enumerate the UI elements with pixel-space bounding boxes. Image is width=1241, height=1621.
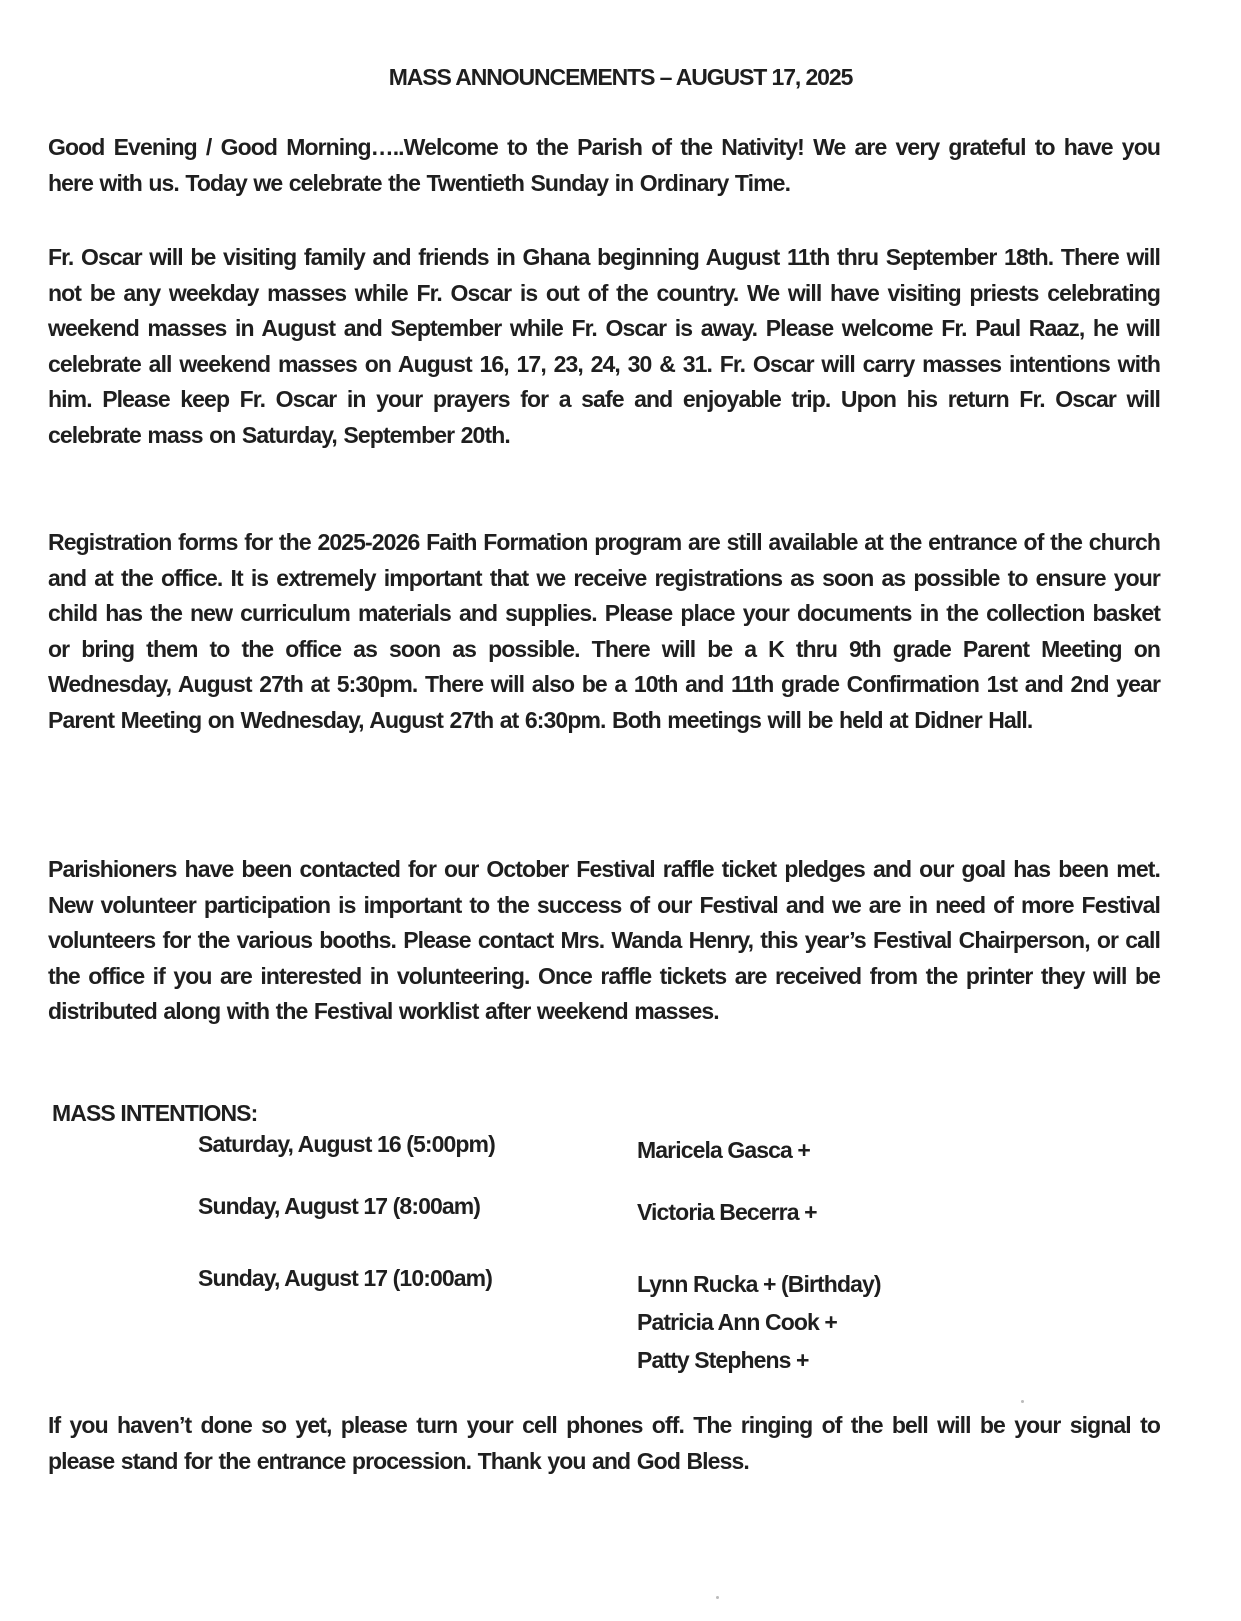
faith-formation-paragraph: Registration forms for the 2025-2026 Faith Formation program are still available at the entrance of the church and at the office. It is extremely important that we receive registrations as soon as possible to ensure your child has the new curriculum materials and supplies. Please place your documents in the collection basket or bring them to the office as soon as possible. There will be a K thru 9th grade Parent Meeting on Wednesday, August 27th at 5:30pm. There will also be a 10th and 11th grade Confirmation 1st and 2nd year Parent Meeting on Wednesday, August 27th at 6:30pm. Both meetings will be held at Didner Hall. — [48, 529, 1160, 733]
welcome-paragraph: Good Evening / Good Morning…..Welcome to the Parish of the Nativity! We are very grateful to have you here with us. Today we celebrate the Twentieth Sunday in Ordinary Time. — [48, 134, 1160, 196]
closing-paragraph: If you haven’t done so yet, please turn your cell phones off. The ringing of the bell will be your signal to please stand for the entrance procession. Thank you and God Bless. — [48, 1412, 1160, 1474]
intention-name: Patty Stephens + — [637, 1347, 809, 1373]
mass-intention-date: Saturday, August 16 (5:00pm) — [198, 1131, 495, 1157]
scan-speck — [716, 1596, 719, 1599]
intention-name: Patricia Ann Cook + — [637, 1309, 837, 1335]
intention-name: Lynn Rucka + (Birthday) — [637, 1271, 881, 1297]
intention-name: Victoria Becerra + — [637, 1199, 817, 1225]
page-title: MASS ANNOUNCEMENTS – AUGUST 17, 2025 — [388, 64, 853, 90]
mass-intention-names — [637, 1193, 817, 1231]
mass-intention-date: Sunday, August 17 (8:00am) — [198, 1193, 481, 1219]
mass-intention-names — [637, 1265, 881, 1379]
mass-intentions-heading: MASS INTENTIONS: — [52, 1100, 258, 1126]
intention-name: Maricela Gasca + — [637, 1137, 810, 1163]
mass-intention-names — [637, 1131, 810, 1169]
scan-speck — [1021, 1400, 1024, 1403]
festival-paragraph: Parishioners have been contacted for our October Festival raffle ticket pledges and our goal has been met. New volunteer participation is important to the success of our Festival and we are in need of more Festival volunteers for the various booths. Please contact Mrs. Wanda Henry, this year’s Festival Chairperson, or call the office if you are interested in volunteering. Once raffle tickets are received from the printer they will be distributed along with the Festival worklist after weekend masses. — [48, 856, 1160, 1024]
mass-intention-date: Sunday, August 17 (10:00am) — [198, 1265, 492, 1291]
fr-oscar-travel-paragraph: Fr. Oscar will be visiting family and friends in Ghana beginning August 11th thru September 18th. There will not be any weekday masses while Fr. Oscar is out of the country. We will have visiting priests celebrating weekend masses in August and September while Fr. Oscar is away. Please welcome Fr. Paul Raaz, he will celebrate all weekend masses on August 16, 17, 23, 24, 30 & 31. Fr. Oscar will carry masses intentions with him. Please keep Fr. Oscar in your prayers for a safe and enjoyable trip. Upon his return Fr. Oscar will celebrate mass on Saturday, September 20th. — [48, 244, 1160, 448]
